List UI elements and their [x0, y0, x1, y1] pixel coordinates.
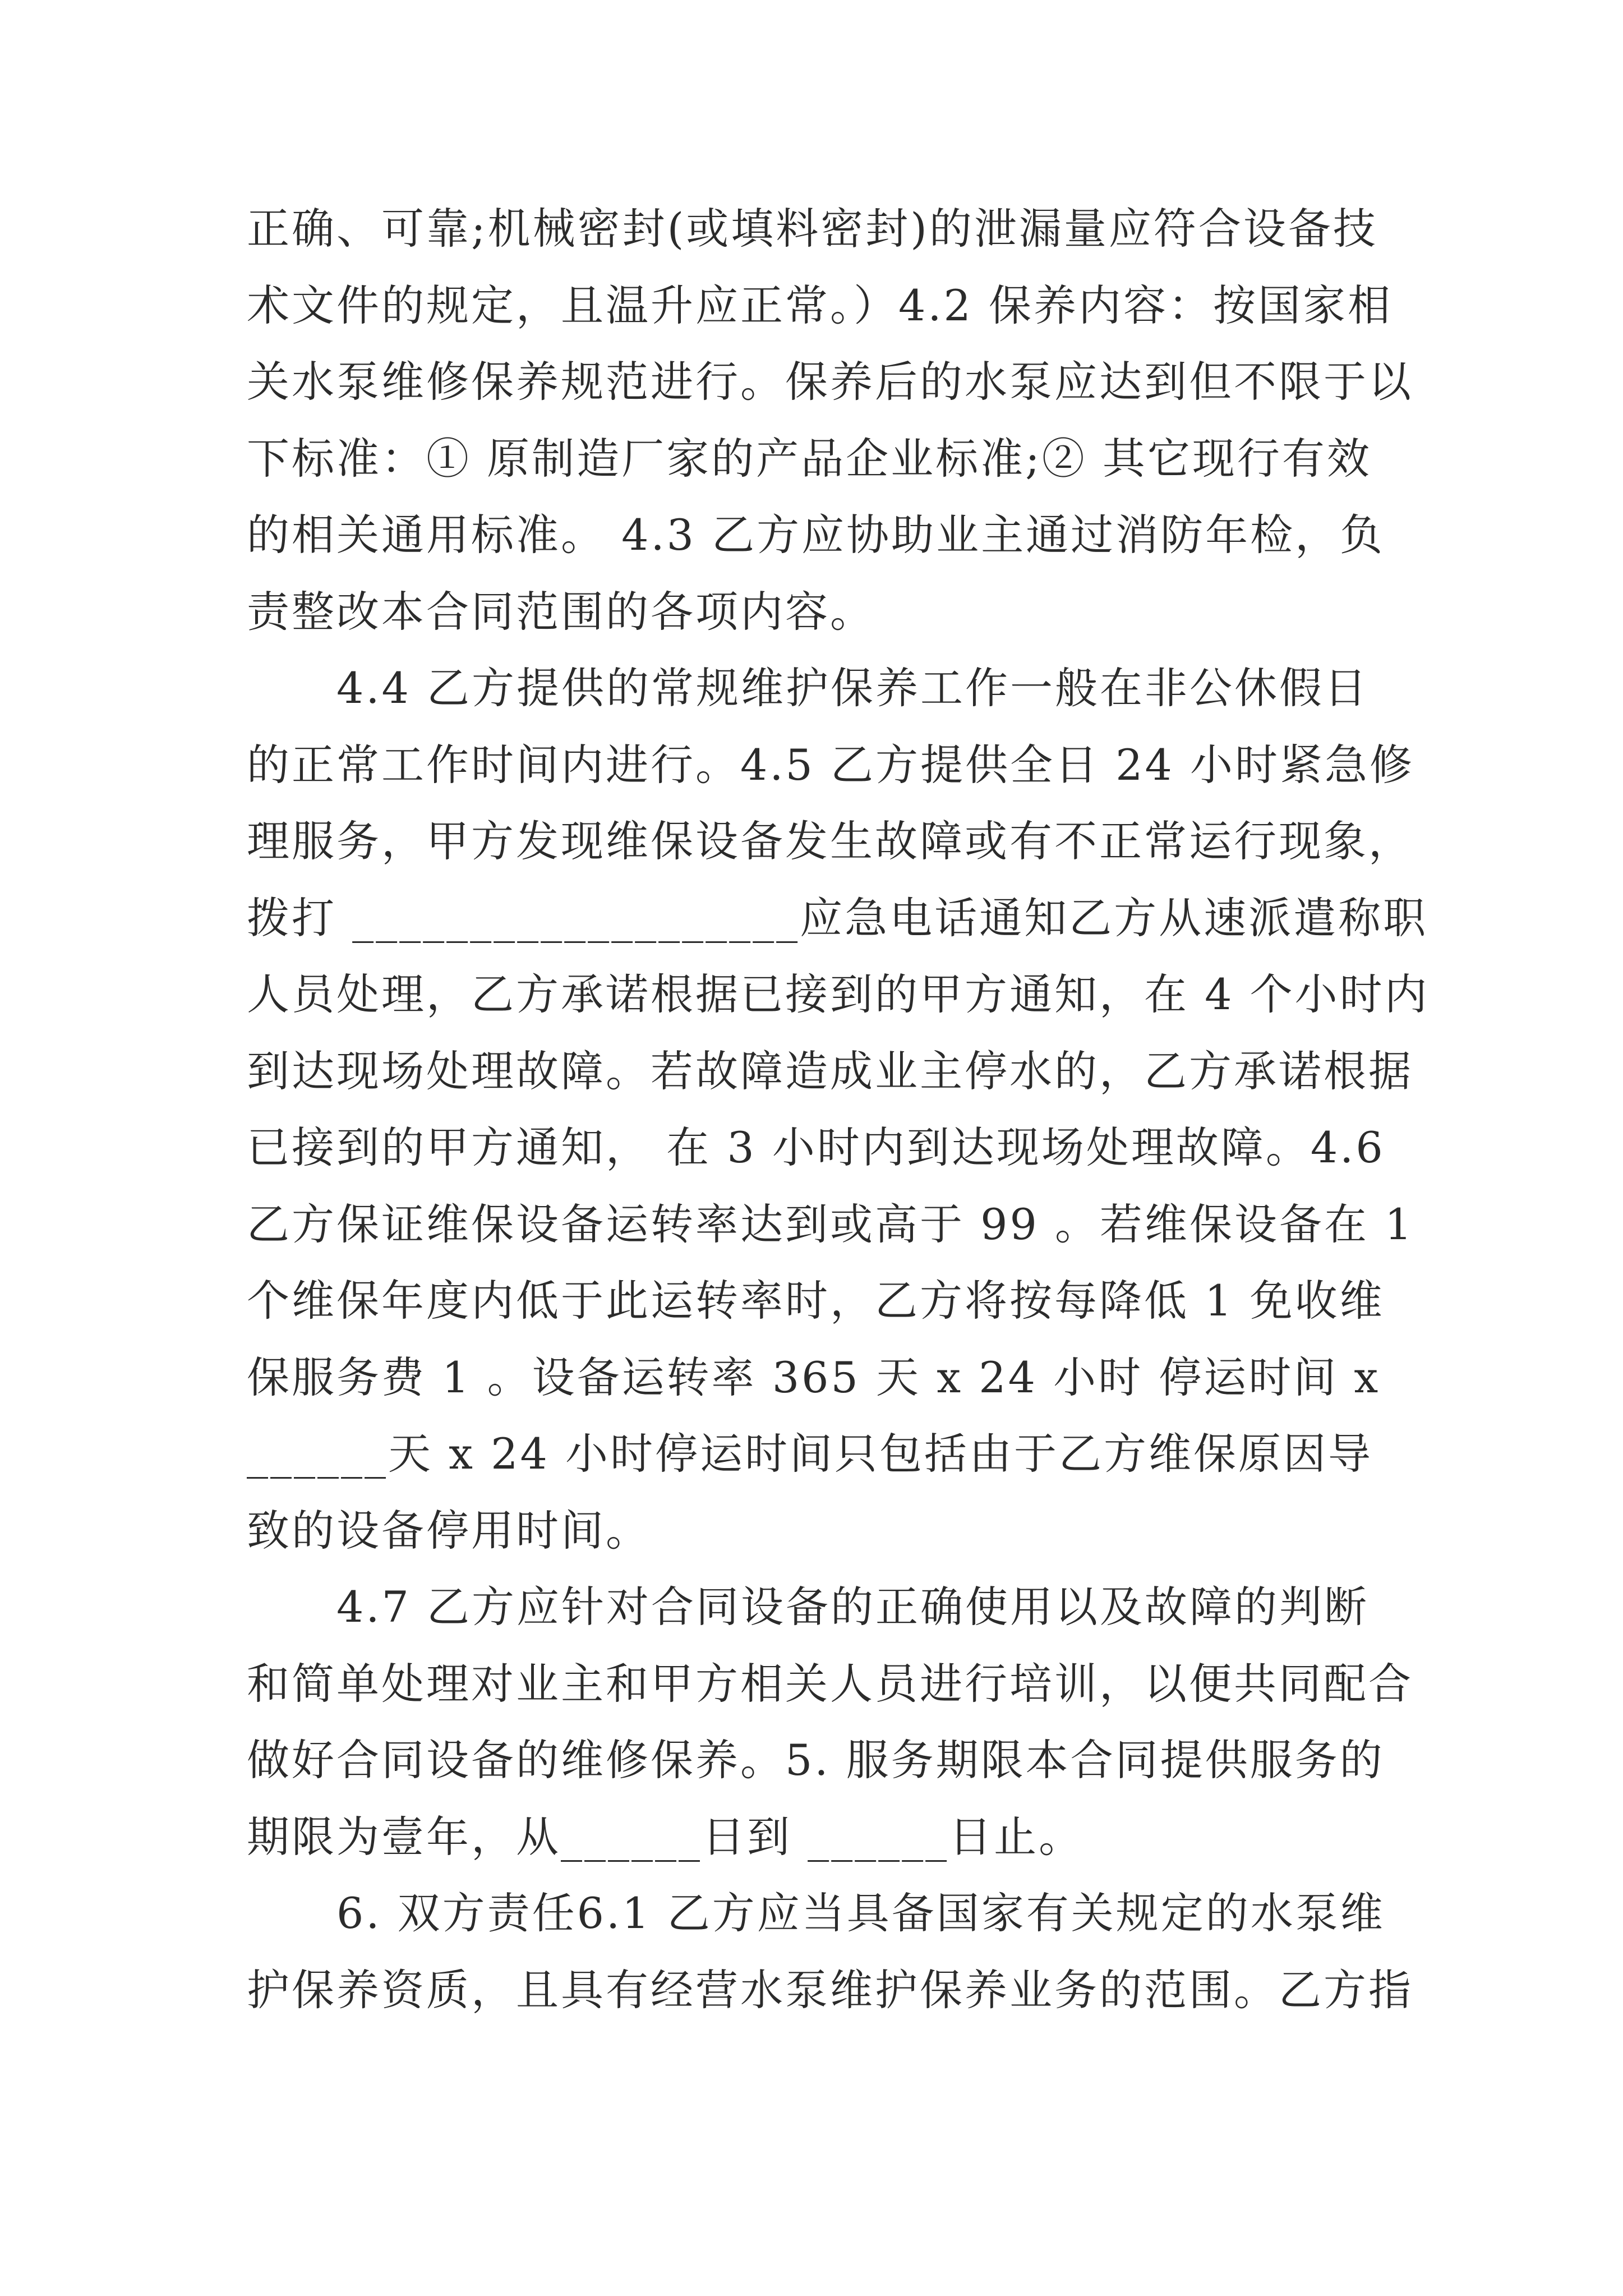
text-line: 关水泵维修保养规范进行。保养后的水泵应达到但不限于以 [247, 357, 1413, 407]
text-line: 期限为壹年，从______日到 ______日止。 [247, 1811, 1084, 1862]
text-line: 人员处理，乙方承诺根据已接到的甲方通知，在 4 个小时内 [247, 969, 1430, 1019]
text-line: 保服务费 1 。设备运转率 365 天 x 24 小时 停运时间 x [247, 1352, 1381, 1402]
text-line: 到达现场处理故障。若故障造成业主停水的，乙方承诺根据 [247, 1046, 1413, 1096]
text-line: 个维保年度内低于此运转率时，乙方将按每降低 1 免收维 [247, 1276, 1385, 1326]
text-line: ______天 x 24 小时停运时间只包括由于乙方维保原因导 [247, 1429, 1373, 1479]
text-line: 乙方保证维保设备运转率达到或高于 99 。若维保设备在 1 [247, 1199, 1414, 1249]
text-line: 术文件的规定，且温升应正常。）4.2 保养内容：按国家相 [247, 280, 1393, 330]
text-line: 理服务，甲方发现维保设备发生故障或有不正常运行现象， [247, 816, 1413, 866]
text-line: 责整改本合同范围的各项内容。 [247, 586, 875, 637]
text-line: 的正常工作时间内进行。4.5 乙方提供全日 24 小时紧急修 [247, 739, 1415, 790]
text-line: 已接到的甲方通知， 在 3 小时内到达现场处理故障。4.6 [247, 1122, 1385, 1172]
text-line: 下标准：① 原制造厂家的产品企业标准;② 其它现行有效 [247, 433, 1372, 484]
text-line: 护保养资质，且具有经营水泵维护保养业务的范围。乙方指 [247, 1964, 1413, 2015]
text-line: 做好合同设备的维修保养。5. 服务期限本合同提供服务的 [247, 1735, 1385, 1785]
paragraph-first-line: 6. 双方责任6.1 乙方应当具备国家有关规定的水泵维 [336, 1888, 1385, 1938]
paragraph-first-line: 4.7 乙方应针对合同设备的正确使用以及故障的判断 [336, 1582, 1370, 1632]
text-line: 致的设备停用时间。 [247, 1505, 651, 1556]
text-line: 的相关通用标准。 4.3 乙方应协助业主通过消防年检，负 [247, 510, 1385, 560]
paragraph-first-line: 4.4 乙方提供的常规维护保养工作一般在非公休假日 [336, 663, 1370, 713]
text-line: 正确、可靠;机械密封(或填料密封)的泄漏量应符合设备技 [247, 204, 1378, 254]
text-line: 和简单处理对业主和甲方相关人员进行培训，以便共同配合 [247, 1658, 1413, 1709]
contract-body-text [247, 191, 1430, 2028]
text-line: 拨打 ___________________应急电话通知乙方从速派遣称职 [247, 892, 1428, 943]
